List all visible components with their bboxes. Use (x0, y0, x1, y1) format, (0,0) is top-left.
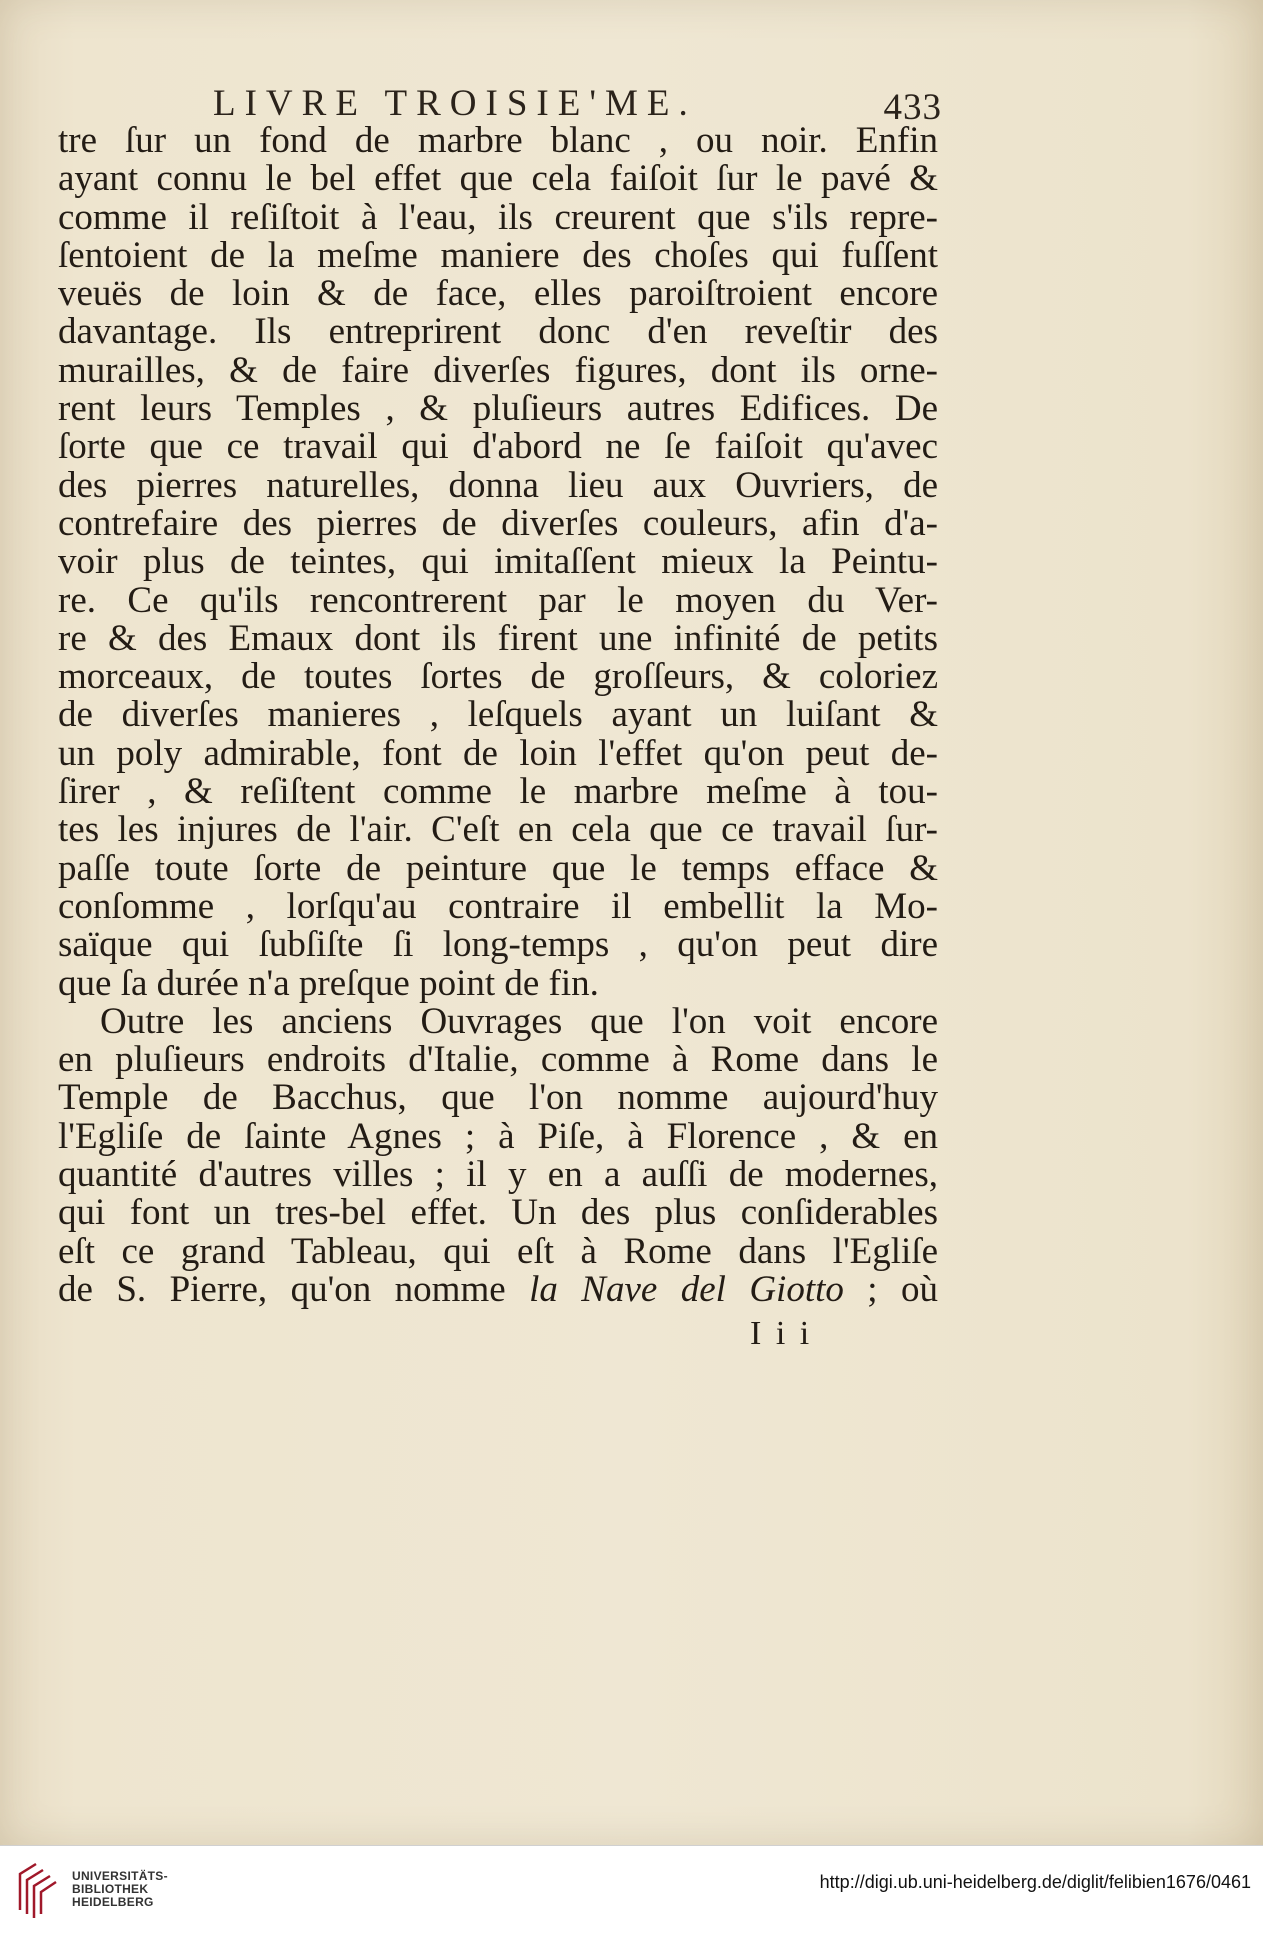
text-line: ſentoient de la meſme maniere des choſes qui fuſſent (58, 234, 938, 276)
library-name (72, 1870, 168, 1909)
running-title: LIVRE TROISIE'ME. (213, 83, 697, 124)
text-line: voir plus de teintes, qui imitaſſent mieux la Peintu- (58, 541, 938, 583)
last-line-italic: la Nave del Giotto (529, 1268, 844, 1310)
text-line: Temple de Bacchus, que l'on nomme aujourd'huy (58, 1077, 938, 1119)
text-line: de diverſes manieres , leſquels ayant un luiſant & (58, 694, 938, 736)
text-line: conſomme , lorſqu'au contraire il embellit la Mo- (58, 885, 938, 927)
text-line: ayant connu le bel effet que cela faiſoit ſur le pavé & (58, 158, 938, 200)
text-line: ſorte que ce travail qui d'abord ne ſe faiſoit qu'avec (58, 426, 938, 468)
text-line: re. Ce qu'ils rencontrerent par le moyen du Ver- (58, 579, 938, 621)
text-line: eſt ce grand Tableau, qui eſt à Rome dans l'Egliſe (58, 1230, 938, 1272)
text-line: saïque qui ſubſiſte ſi long-temps , qu'on peut dire (58, 924, 938, 966)
page-content (58, 82, 942, 1353)
text-line: que ſa durée n'a preſque point de fin. (58, 962, 599, 1004)
library-logo-icon (14, 1860, 60, 1920)
text-line: tre ſur un fond de marbre blanc , ou noir. Enfin (58, 120, 938, 161)
running-head (58, 82, 942, 128)
text-line: en pluſieurs endroits d'Italie, comme à Rome dans le (58, 1039, 938, 1081)
text-line: Outre les anciens Ouvrages que l'on voit encore (100, 1000, 938, 1042)
text-line: quantité d'autres villes ; il y en a auſſi de modernes, (58, 1154, 938, 1196)
page-number: 433 (883, 87, 942, 128)
text-line: contrefaire des pierres de diverſes couleurs, afin d'a- (58, 502, 938, 544)
library-name-line-2: BIBLIOTHEK (72, 1882, 149, 1896)
text-line: qui font un tres-bel effet. Un des plus conſiderables (58, 1192, 938, 1234)
text-line: tes les injures de l'air. C'eſt en cela que ce travail ſur- (58, 809, 938, 851)
text-line: paſſe toute ſorte de peinture que le temps efface & (58, 847, 938, 889)
footer-bar (0, 1845, 1263, 1937)
text-line: rent leurs Temples , & pluſieurs autres Edifices. De (58, 388, 938, 430)
last-line-before: de S. Pierre, qu'on nomme (58, 1268, 530, 1310)
text-line: comme il reſiſtoit à l'eau, ils creurent que s'ils repre- (58, 196, 938, 238)
text-line: des pierres naturelles, donna lieu aux Ouvriers, de (58, 464, 938, 506)
permalink-link[interactable]: http://digi.ub.uni-heidelberg.de/diglit/felibien1676/0461 (819, 1872, 1251, 1892)
text-line: morceaux, de toutes ſortes de groſſeurs, & coloriez (58, 656, 938, 698)
library-name-line-1: UNIVERSITÄTS- (72, 1869, 168, 1883)
text-line: re & des Emaux dont ils firent une infinité de petits (58, 617, 938, 659)
text-line: veuës de loin & de face, elles paroiſtroient encore (58, 273, 938, 315)
body-text (58, 122, 938, 1271)
text-line: ſirer , & reſiſtent comme le marbre meſme à tou- (58, 771, 938, 813)
text-line: l'Egliſe de ſainte Agnes ; à Piſe, à Florence , & en (58, 1115, 938, 1157)
text-line: murailles, & de faire diverſes figures, dont ils orne- (58, 349, 938, 391)
signature-mark: I i i (750, 1315, 813, 1353)
text-line: davantage. Ils entreprirent donc d'en reveſtir des (58, 311, 938, 353)
last-line-after: ; où (843, 1268, 938, 1310)
library-name-line-3: HEIDELBERG (72, 1895, 154, 1909)
text-line: un poly admirable, font de loin l'effet qu'on peut de- (58, 732, 938, 774)
text-line-last (58, 1268, 938, 1310)
